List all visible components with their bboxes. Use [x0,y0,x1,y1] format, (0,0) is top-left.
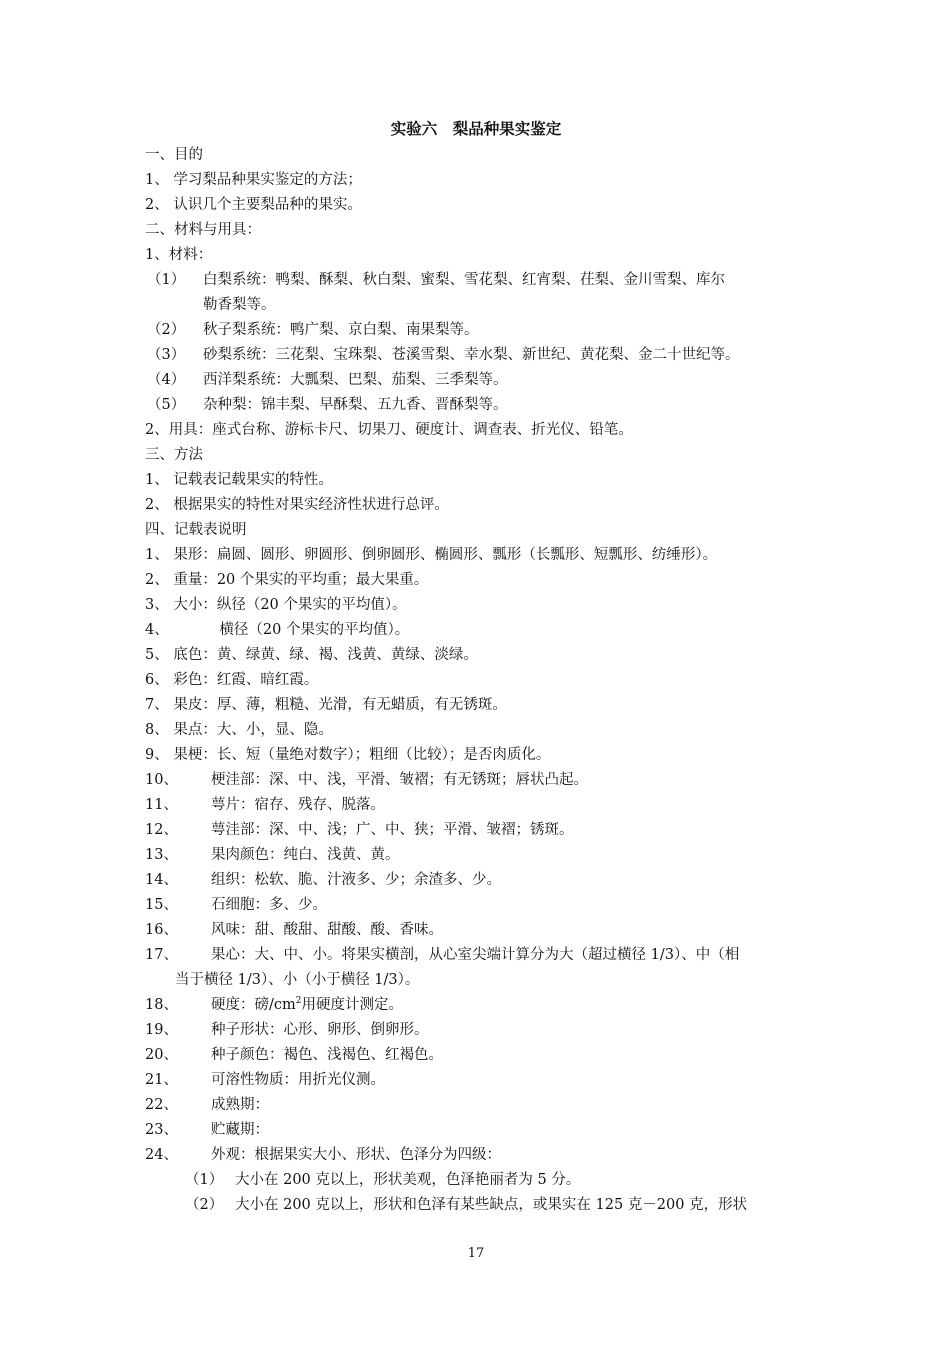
section-heading-purpose: 一、目的 [145,147,203,163]
method-item: 2、 根据果实的特性对果实经济性状进行总评。 [145,497,449,513]
record-item-text: 梗洼部：深、中、浅，平滑、皱褶；有无锈斑；唇状凸起。 [211,772,588,788]
record-item-num: 18、 [145,997,178,1013]
record-item-text: 果心：大、中、小。将果实横剖，从心室尖端计算分为大（超过横径 1/3）、中（相 [211,947,740,963]
record-item-text: 贮藏期： [211,1122,269,1138]
record-item-text: 种子颜色：褐色、浅褐色、红褐色。 [211,1047,443,1063]
record-item-text: 成熟期： [211,1097,269,1113]
record-item-num: 17、 [145,947,178,963]
record-item-num: 19、 [145,1022,178,1038]
record-item: 3、 大小：纵径（20 个果实的平均值）。 [145,597,407,613]
section-heading-record-table: 四、记载表说明 [145,522,247,538]
material-num: （2） [147,322,186,338]
record-item-text: 风味：甜、酸甜、甜酸、酸、香味。 [211,922,443,938]
record-item-num: 12、 [145,822,178,838]
grade-num: （2） [185,1197,224,1213]
record-item-text: 果肉颜色：纯白、浅黄、黄。 [211,847,400,863]
record-item-num: 15、 [145,897,178,913]
material-text-cont: 勒香梨等。 [203,297,276,313]
record-item: 7、 果皮：厚、薄，粗糙、光滑，有无蜡质，有无锈斑。 [145,697,507,713]
material-text: 秋子梨系统：鸭广梨、京白梨、南果梨等。 [203,322,479,338]
record-item-text: 外观：根据果实大小、形状、色泽分为四级： [211,1147,501,1163]
record-item-text: 可溶性物质：用折光仪测。 [211,1072,385,1088]
record-item: 6、 彩色：红霞、暗红霞。 [145,672,319,688]
page-number: 17 [467,1246,485,1261]
purpose-item: 1、 学习梨品种果实鉴定的方法； [145,172,362,188]
record-item-num: 14、 [145,872,178,888]
grade-text: 大小在 200 克以上，形状和色泽有某些缺点，或果实在 125 克－200 克，形状 [235,1197,748,1213]
page-title: 实验六 梨品种果实鉴定 [390,119,562,138]
record-item: 5、 底色：黄、绿黄、绿、褐、浅黄、黄绿、淡绿。 [145,647,478,663]
material-num: （5） [147,397,186,413]
record-item-num: 13、 [145,847,178,863]
material-num: （4） [147,372,186,388]
tools-line: 2、用具：座式台称、游标卡尺、切果刀、硬度计、调查表、折光仪、铅笔。 [145,422,633,438]
record-item-num: 22、 [145,1097,178,1113]
record-item-text: 组织：松软、脆、汁液多、少；余渣多、少。 [211,872,501,888]
hardness-text: 硬度：磅/cm [211,997,296,1013]
record-item-text-cont: 当于横径 1/3）、小（小于横径 1/3）。 [175,972,420,988]
record-item: 1、 果形：扁圆、圆形、卵圆形、倒卵圆形、椭圆形、瓢形（长瓢形、短瓢形、纺缍形）。 [145,547,718,563]
record-item-num: 24、 [145,1147,178,1163]
record-item: 4、 横径（20 个果实的平均值）。 [145,622,410,638]
materials-label: 1、材料： [145,247,213,263]
record-item-text: 萼洼部：深、中、浅；广、中、狭；平滑、皱褶；锈斑。 [211,822,574,838]
section-heading-method: 三、方法 [145,447,203,463]
method-item: 1、 记载表记载果实的特性。 [145,472,333,488]
record-item-num: 16、 [145,922,178,938]
record-item-text: 种子形状：心形、卵形、倒卵形。 [211,1022,429,1038]
record-item: 9、 果梗：长、短（量绝对数字）；粗细（比较）；是否肉质化。 [145,747,551,763]
material-text: 杂种梨：锦丰梨、早酥梨、五九香、晋酥梨等。 [203,397,508,413]
grade-text: 大小在 200 克以上，形状美观，色泽艳丽者为 5 分。 [235,1172,581,1188]
section-heading-materials: 二、材料与用具： [145,222,261,238]
material-text: 砂梨系统：三花梨、宝珠梨、苍溪雪梨、幸水梨、新世纪、黄花梨、金二十世纪等。 [203,347,740,363]
record-item-text: 萼片：宿存、残存、脱落。 [211,797,385,813]
record-item: 8、 果点：大、小，显、隐。 [145,722,333,738]
material-num: （3） [147,347,186,363]
material-text: 白梨系统：鸭梨、酥梨、秋白梨、蜜梨、雪花梨、红宵梨、茌梨、金川雪梨、库尔 [203,272,725,288]
record-item-num: 23、 [145,1122,178,1138]
record-item: 2、 重量：20 个果实的平均重；最大果重。 [145,572,429,588]
hardness-text-post: 用硬度计测定。 [301,997,403,1013]
material-num: （1） [147,272,186,288]
record-item-text: 石细胞：多、少。 [211,897,327,913]
grade-num: （1） [185,1172,224,1188]
record-item-hardness [211,993,403,1018]
hardness-superscript: 2 [295,996,302,1007]
record-item-num: 11、 [145,797,178,813]
record-item-num: 10、 [145,772,178,788]
material-text: 西洋梨系统：大瓢梨、巴梨、茄梨、三季梨等。 [203,372,508,388]
record-item-num: 20、 [145,1047,178,1063]
purpose-item: 2、 认识几个主要梨品种的果实。 [145,197,362,213]
record-item-num: 21、 [145,1072,178,1088]
